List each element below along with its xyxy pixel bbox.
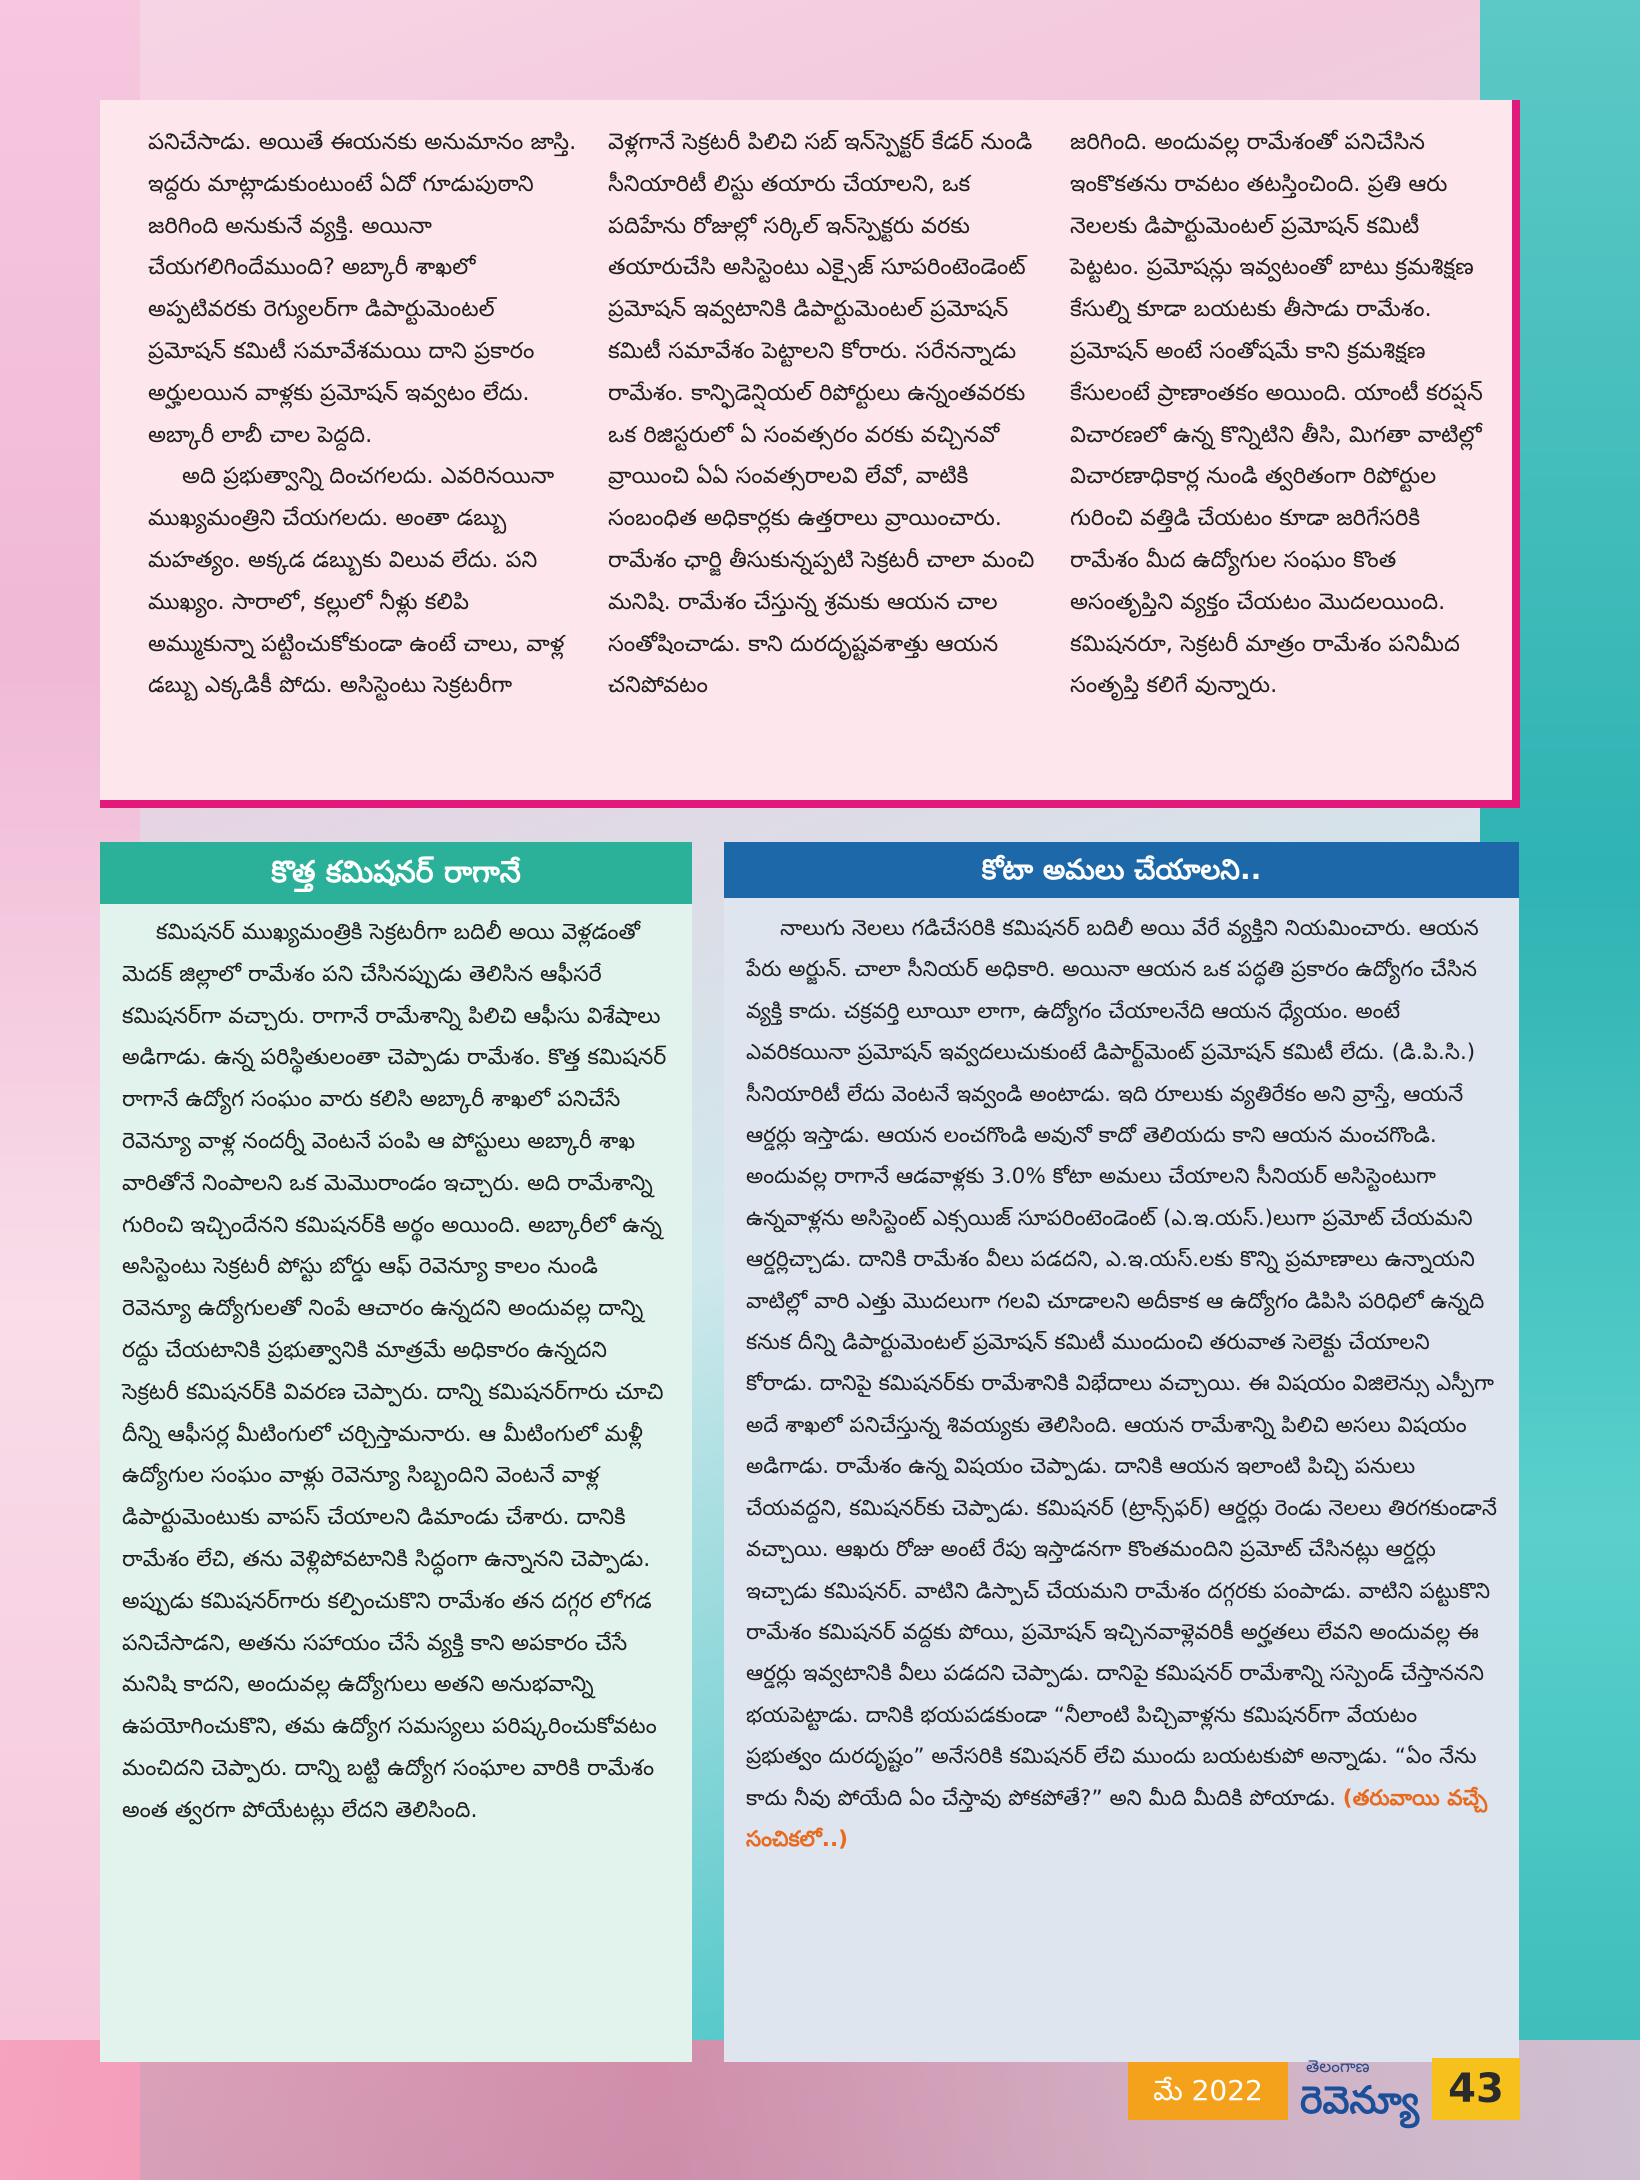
top-column-3-paragraph: జరిగింది. అందువల్ల రామేశంతో పనిచేసిన ఇంకొకతను రావటం తటస్తించింది. ప్రతి ఆరు నెలలకు డిపార్టుమెంటల్ ప్రమోషన్ కమిటీ పెట్టటం. ప్రమోషన్లు ఇవ్వటంతో బాటు క్రమశిక్షణ కేసుల్ని కూడా బయటకు తీసాడు రామేశం. ప్రమోషన్ అంటే సంతోషమే కాని క్రమశిక్షణ కేసులంటే ప్రాణాంతకం అయింది. యాంటీ కరప్షన్ విచారణలో ఉన్న కొన్నిటిని తీసి, మిగతా వాటిల్లో విచారణాధికార్ల నుండి త్వరితంగా రిపోర్టుల గురించి వత్తిడి చేయటం కూడా జరిగేసరికి రామేశం మీద ఉద్యోగుల సంఘం కొంత అసంతృప్తిని వ్యక్తం చేయటం మొదలయింది. కమిషనరూ, సెక్రటరీ మాత్రం రామేశం పనిమీద సంతృప్తి కలిగే వున్నారు. — [1070, 129, 1483, 699]
top-column-2 — [608, 122, 1038, 707]
top-column-1-paragraph-1: పనిచేసాడు. అయితే ఈయనకు అనుమానం జాస్తి. ఇద్దరు మాట్లాడుకుంటుంటే ఏదో గూడుపుఠాని జరిగింది అనుకునే వ్యక్తి. అయినా చేయగలిగిందేముంది? అబ్కారీ శాఖలో అప్పటివరకు రెగ్యులర్‌గా డిపార్టుమెంటల్ ప్రమోషన్ కమిటీ సమావేశమయి దాని ప్రకారం అర్హులయిన వాళ్లకు ప్రమోషన్ ఇవ్వటం లేదు. అబ్కారీ లాబీ చాల పెద్దది. — [148, 129, 577, 448]
top-column-3 — [1070, 122, 1495, 707]
left-section-body: కమిషనర్ ముఖ్యమంత్రికి సెక్రటరీగా బదిలీ అయి వెళ్లడంతో మెదక్ జిల్లాలో రామేశం పని చేసినప్పుడు తెలిసిన ఆఫీసరే కమిషనర్‌గా వచ్చారు. రాగానే రామేశాన్ని పిలిచి ఆఫీసు విశేషాలు అడిగాడు. ఉన్న పరిస్థితులంతా చెప్పాడు రామేశం. కొత్త కమిషనర్ రాగానే ఉద్యోగ సంఘం వారు కలిసి అబ్కారీ శాఖలో పనిచేసే రెవెన్యూ వాళ్ల నందర్నీ వెంటనే పంపి ఆ పోస్టులు అబ్కారీ శాఖ వారితోనే నింపాలని ఒక మెమొరాండం ఇచ్చారు. అది రామేశాన్ని గురించి ఇచ్చిందేనని కమిషనర్‌కి అర్థం అయింది. అబ్కారీలో ఉన్న అసిస్టెంటు సెక్రటరీ పోస్టు బోర్డు ఆఫ్ రెవెన్యూ కాలం నుండి రెవెన్యూ ఉద్యోగులతో నింపే ఆచారం ఉన్నదని అందువల్ల దాన్ని రద్దు చేయటానికి ప్రభుత్వానికి మాత్రమే అధికారం ఉన్నదని సెక్రటరీ కమిషనర్‌కి వివరణ చెప్పారు. దాన్ని కమిషనర్‌గారు చూచి దీన్ని ఆఫీసర్ల మీటింగులో చర్చిస్తామనారు. ఆ మీటింగులో మళ్లీ ఉద్యోగుల సంఘం వాళ్లు రెవెన్యూ సిబ్బందిని వెంటనే వాళ్ల డిపార్టుమెంటుకు వాపస్ చేయాలని డిమాండు చేశారు. దానికి రామేశం లేచి, తను వెళ్లిపోవటానికి సిద్ధంగా ఉన్నానని చెప్పాడు. అప్పుడు కమిషనర్‌గారు కల్పించుకొని రామేశం తన దగ్గర లోగడ పనిచేసాడని, అతను సహాయం చేసే వ్యక్తి కాని అపకారం చేసే మనిషి కాదని, అందువల్ల ఉద్యోగులు అతని అనుభవాన్ని ఉపయోగించుకొని, తమ ఉద్యోగ సమస్యలు పరిష్కరించుకోవటం మంచిదని చెప్పారు. దాన్ని బట్టి ఉద్యోగ సంఘాల వారికి రామేశం అంత త్వరగా పోయేటట్లు లేదని తెలిసింది. — [122, 920, 667, 1823]
magazine-logo — [1300, 2056, 1430, 2126]
right-section-body — [724, 898, 1519, 1860]
left-section — [100, 842, 692, 2062]
issue-date: మే 2022 — [1128, 2062, 1288, 2120]
continued-note: (తరువాయి వచ్చే సంచికలో..) — [746, 1785, 1488, 1852]
right-section — [724, 842, 1519, 2062]
top-column-2-paragraph: వెళ్లగానే సెక్రటరీ పిలిచి సబ్ ఇన్‌స్పెక్టర్ కేడర్ నుండి సీనియారిటీ లిస్టు తయారు చేయాలని, ఒక పదిహేను రోజుల్లో సర్కిల్ ఇన్‌స్పెక్టరు వరకు తయారుచేసి అసిస్టెంటు ఎక్సైజ్ సూపరింటెండెంట్ ప్రమోషన్ ఇవ్వటానికి డిపార్టుమెంటల్ ప్రమోషన్ కమిటీ సమావేశం పెట్టాలని కోరారు. సరేనన్నాడు రామేశం. కాన్ఫిడెన్షియల్ రిపోర్టులు ఉన్నంతవరకు ఒక రిజిస్టరులో ఏ సంవత్సరం వరకు వచ్చినవో వ్రాయించి ఏఏ సంవత్సరాలవి లేవో, వాటికి సంబంధిత అధికార్లకు ఉత్తరాలు వ్రాయించారు. రామేశం ఛార్జి తీసుకున్నప్పటి సెక్రటరీ చాలా మంచి మనిషి. రామేశం చేస్తున్న శ్రమకు ఆయన చాల సంతోషించాడు. కాని దురదృష్టవశాత్తు ఆయన చనిపోవటం — [608, 129, 1035, 699]
top-column-1 — [148, 122, 578, 707]
magazine-logo-small: తెలంగాణ — [1306, 2057, 1370, 2077]
top-column-1-paragraph-2: అది ప్రభుత్వాన్ని దించగలదు. ఎవరినయినా ముఖ్యమంత్రిని చేయగలదు. అంతా డబ్బు మహత్యం. అక్కడ డబ్బుకు విలువ లేదు. పని ముఖ్యం. సారాలో, కల్లులో నీళ్లు కలిపి అమ్ముకున్నా పట్టించుకోకుండా ఉంటే చాలు, వాళ్ల డబ్బు ఎక్కడికీ పోదు. అసిస్టెంటు సెక్రటరీగా — [148, 463, 565, 699]
right-section-body-text: నాలుగు నెలలు గడిచేసరికి కమిషనర్ బదిలీ అయి వేరే వ్యక్తిని నియమించారు. ఆయన పేరు అర్జున్. చాలా సీనియర్ అధికారి. అయినా ఆయన ఒక పద్ధతి ప్రకారం ఉద్యోగం చేసిన వ్యక్తి కాదు. చక్రవర్తి లూయీ లాగా, ఉద్యోగం చేయాలనేది ఆయన ధ్యేయం. అంటే ఎవరికయినా ప్రమోషన్ ఇవ్వదలుచుకుంటే డిపార్ట్‌మెంట్ ప్రమోషన్ కమిటీ లేదు. (డి.పి.సి.) సీనియారిటీ లేదు వెంటనే ఇవ్వండి అంటాడు. ఇది రూలుకు వ్యతిరేకం అని వ్రాస్తే, ఆయనే ఆర్డర్లు ఇస్తాడు. ఆయన లంచగొండి అవునో కాదో తెలియదు కాని ఆయన మంచగొండి. అందువల్ల రాగానే ఆడవాళ్లకు 3.0% కోటా అమలు చేయాలని సీనియర్ అసిస్టెంటుగా ఉన్నవాళ్లను అసిస్టెంట్ ఎక్సయిజ్ సూపరింటెండెంట్ (ఎ.ఇ.యస్.)లుగా ప్రమోట్ చేయమని ఆర్డర్లిచ్చాడు. దానికి రామేశం వీలు పడదని, ఎ.ఇ.యస్.లకు కొన్ని ప్రమాణాలు ఉన్నాయని వాటిల్లో వారి ఎత్తు మొదలుగా గలవి చూడాలని అదీకాక ఆ ఉద్యోగం డిపిసి పరిధిలో ఉన్నది కనుక దీన్ని డిపార్టుమెంటల్ ప్రమోషన్ కమిటీ ముందుంచి తరువాత సెలెక్టు చేయాలని కోరాడు. దానిపై కమిషనర్‌కు రామేశానికి విభేదాలు వచ్చాయి. ఈ విషయం విజిలెన్సు ఎస్పీగా అదే శాఖలో పనిచేస్తున్న శివయ్యకు తెలిసింది. ఆయన రామేశాన్ని పిలిచి అసలు విషయం అడిగాడు. రామేశం ఉన్న విషయం చెప్పాడు. దానికి ఆయన ఇలాంటి పిచ్చి పనులు చేయవద్దని, కమిషనర్‌కు చెప్పాడు. కమిషనర్ (ట్రాన్స్‌ఫర్) ఆర్డర్లు రెండు నెలలు తిరగకుండానే వచ్చాయి. ఆఖరు రోజు అంటే రేపు ఇస్తాడనగా కొంతమందిని ప్రమోట్ చేసినట్లు ఆర్డర్లు ఇచ్చాడు కమిషనర్. వాటిని డిస్పాచ్ చేయమని రామేశం దగ్గరకు పంపాడు. వాటిని పట్టుకొని రామేశం కమిషనర్ వద్దకు పోయి, ప్రమోషన్ ఇచ్చినవాళ్లెవరికీ అర్హతలు లేవని అందువల్ల ఈ ఆర్డర్లు ఇవ్వటానికి వీలు పడదని చెప్పాడు. దానిపై కమిషనర్ రామేశాన్ని సస్పెండ్ చేస్తాననని భయపెట్టాడు. దానికి భయపడకుండా “నీలాంటి పిచ్చివాళ్లను కమిషనర్‌గా వేయటం ప్రభుత్వం దురదృష్టం” అనేసరికి కమిషనర్ లేచి ముందు బయటకుపో అన్నాడు. “ఏం నేను కాదు నీవు పోయేది ఏం చేస్తావు పోకపోతే?” అని మీది మీదికి పోయాడు. — [746, 916, 1497, 1811]
page-number: 43 — [1432, 2058, 1520, 2120]
left-section-heading: కొత్త కమిషనర్ రాగానే — [100, 842, 692, 904]
right-section-heading: కోటా అమలు చేయాలని.. — [724, 842, 1519, 898]
top-story-box — [100, 100, 1520, 808]
magazine-logo-title: రెవెన్యూ — [1300, 2078, 1420, 2122]
